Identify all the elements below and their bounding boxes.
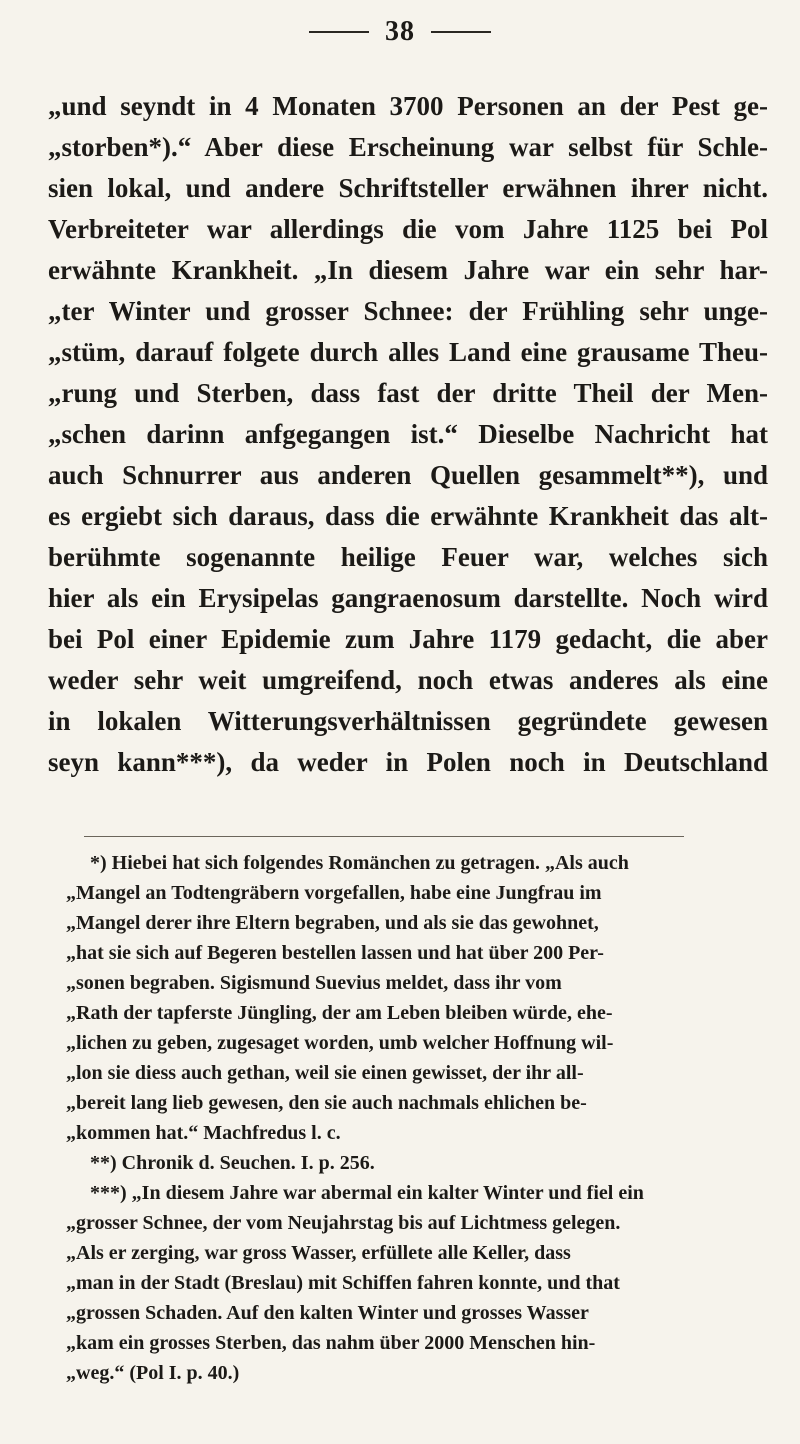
footnote-line: „Rath der tapferste Jüngling, der am Leben bleiben würde, ehe- [66,1002,613,1024]
footnote-line: „kommen hat.“ Machfredus l. c. [66,1122,341,1144]
body-line: seyn kann***), da weder in Polen noch in Deutschland [48,747,768,777]
body-line: „stüm, darauf folgete durch alles Land eine grausame Theu- [48,337,768,367]
footnote-line: „Als er zerging, war gross Wasser, erfüllete alle Keller, dass [66,1242,571,1264]
header-dash-right [431,31,491,33]
footnote-line: „weg.“ (Pol I. p. 40.) [66,1362,240,1384]
body-line: auch Schnurrer aus anderen Quellen gesammelt**), und [48,460,768,490]
footnote-line: „hat sie sich auf Begeren bestellen lassen und hat über 200 Per- [66,942,604,964]
footnote-line: „lon sie diess auch gethan, weil sie einen gewisset, der ihr all- [66,1062,584,1084]
body-line: es ergiebt sich daraus, dass die erwähnte Krankheit das alt- [48,501,768,531]
body-line: „ter Winter und grosser Schnee: der Frühling sehr unge- [48,296,768,326]
body-line: sien lokal, und andere Schriftsteller erwähnen ihrer nicht. [48,173,768,203]
body-line: Verbreiteter war allerdings die vom Jahre 1125 bei Pol [48,214,768,244]
body-line: „und seyndt in 4 Monaten 3700 Personen an der Pest ge- [48,91,768,121]
footnote-line: „lichen zu geben, zugesaget worden, umb welcher Hoffnung wil- [66,1032,614,1054]
body-line: bei Pol einer Epidemie zum Jahre 1179 gedacht, die aber [48,624,768,654]
body-line: „rung und Sterben, dass fast der dritte Theil der Men- [48,378,768,408]
footnote-line: „sonen begraben. Sigismund Suevius meldet, dass ihr vom [66,972,562,994]
footnote-line: „kam ein grosses Sterben, das nahm über 2000 Menschen hin- [66,1332,596,1354]
footnote-line: „Mangel derer ihre Eltern begraben, und als sie das gewohnet, [66,912,599,934]
footnotes [66,848,768,1388]
body-line: in lokalen Witterungsverhältnissen gegründete gewesen [48,706,768,736]
footnote-line: ***) „In diesem Jahre war abermal ein kalter Winter und fiel ein [90,1182,644,1204]
body-line: „schen darinn anfgegangen ist.“ Dieselbe Nachricht hat [48,419,768,449]
footnote-line: „bereit lang lieb gewesen, den sie auch nachmals ehlichen be- [66,1092,587,1114]
body-line: hier als ein Erysipelas gangraenosum darstellte. Noch wird [48,583,768,613]
footnote-line: „man in der Stadt (Breslau) mit Schiffen fahren konnte, und that [66,1272,620,1294]
main-text [48,86,768,783]
footnote-line: **) Chronik d. Seuchen. I. p. 256. [90,1152,375,1174]
body-line: weder sehr weit umgreifend, noch etwas anderes als eine [48,665,768,695]
page-header [0,14,800,50]
page-number: 38 [385,16,415,47]
footnote-divider [84,836,684,837]
footnote-line: „Mangel an Todtengräbern vorgefallen, habe eine Jungfrau im [66,882,602,904]
footnote-line: „grossen Schaden. Auf den kalten Winter und grosses Wasser [66,1302,589,1324]
body-line: berühmte sogenannte heilige Feuer war, welches sich [48,542,768,572]
header-dash-left [309,31,369,33]
footnote-line: „grosser Schnee, der vom Neujahrstag bis auf Lichtmess gelegen. [66,1212,621,1234]
body-line: „storben*).“ Aber diese Erscheinung war selbst für Schle- [48,132,768,162]
footnote-line: *) Hiebei hat sich folgendes Romänchen zu getragen. „Als auch [90,852,629,874]
body-line: erwähnte Krankheit. „In diesem Jahre war ein sehr har- [48,255,768,285]
